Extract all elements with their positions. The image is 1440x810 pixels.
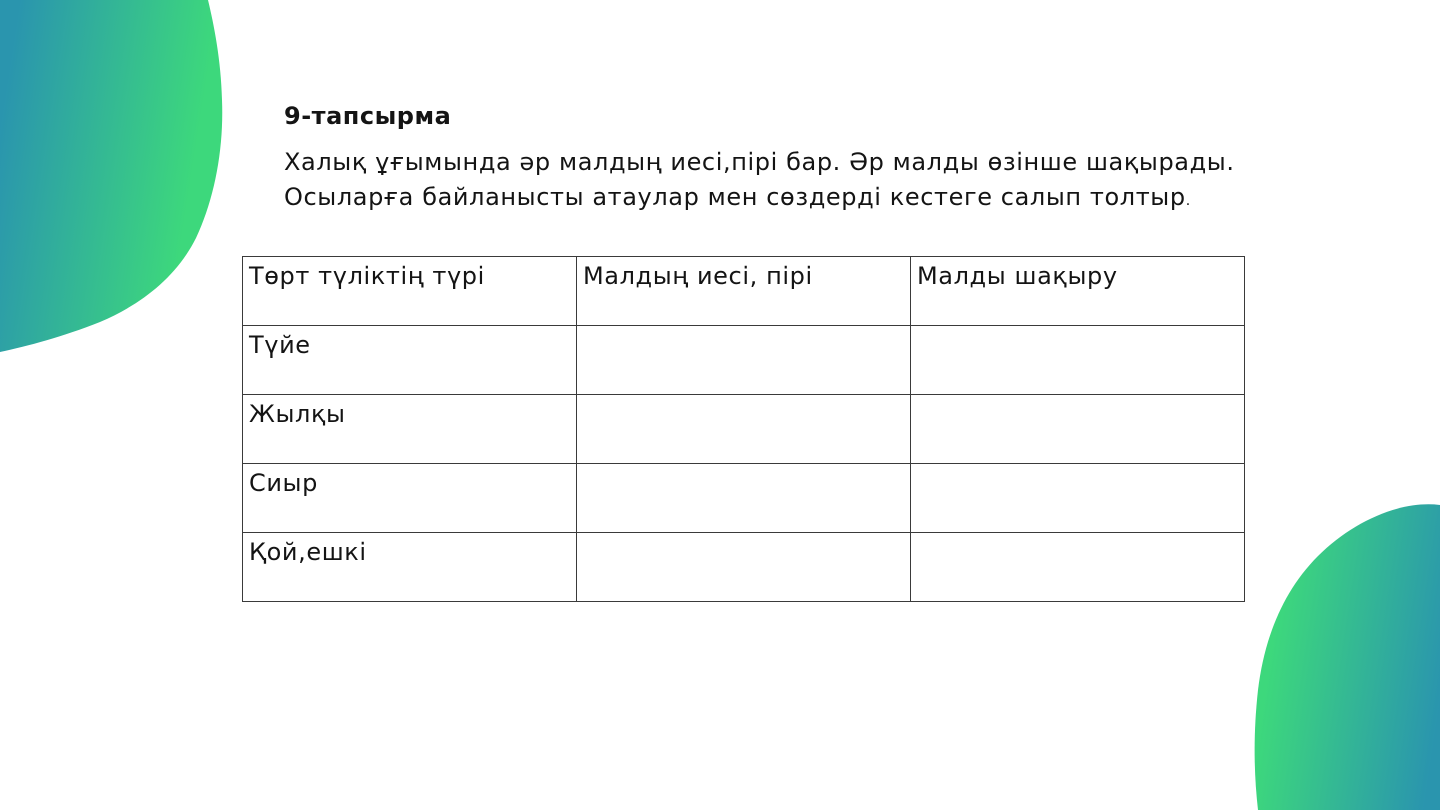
- header-livestock-type: Төрт түліктің түрі: [243, 257, 577, 326]
- cell-livestock-name: Түйе: [243, 326, 577, 395]
- table-header-row: [243, 257, 1245, 326]
- bottom-right-blob: [1255, 504, 1440, 810]
- table-row: [243, 326, 1245, 395]
- header-calling-word: Малды шақыру: [911, 257, 1245, 326]
- cell-calling-answer[interactable]: [911, 533, 1245, 602]
- cell-livestock-name: Қой,ешкі: [243, 533, 577, 602]
- task-instruction: [284, 145, 1404, 219]
- livestock-table: [242, 256, 1245, 602]
- cell-calling-answer[interactable]: [911, 326, 1245, 395]
- instruction-line-2-text: Осыларға байланысты атаулар мен сөздерді кестеге салып толтыр: [284, 183, 1186, 211]
- cell-patron-answer[interactable]: [577, 326, 911, 395]
- task-title: 9-тапсырма: [284, 102, 452, 130]
- cell-patron-answer[interactable]: [577, 533, 911, 602]
- cell-calling-answer[interactable]: [911, 464, 1245, 533]
- instruction-line-1: Халық ұғымында әр малдың иесі,пірі бар. Әр малды өзінше шақырады.: [284, 148, 1235, 176]
- cell-calling-answer[interactable]: [911, 395, 1245, 464]
- cell-patron-answer[interactable]: [577, 464, 911, 533]
- table-row: [243, 395, 1245, 464]
- cell-livestock-name: Жылқы: [243, 395, 577, 464]
- instruction-period: .: [1185, 193, 1191, 209]
- top-left-blob: [0, 0, 222, 352]
- header-patron-spirit: Малдың иесі, пірі: [577, 257, 911, 326]
- cell-livestock-name: Сиыр: [243, 464, 577, 533]
- instruction-line-2: [284, 180, 1404, 219]
- table-row: [243, 464, 1245, 533]
- table-row: [243, 533, 1245, 602]
- cell-patron-answer[interactable]: [577, 395, 911, 464]
